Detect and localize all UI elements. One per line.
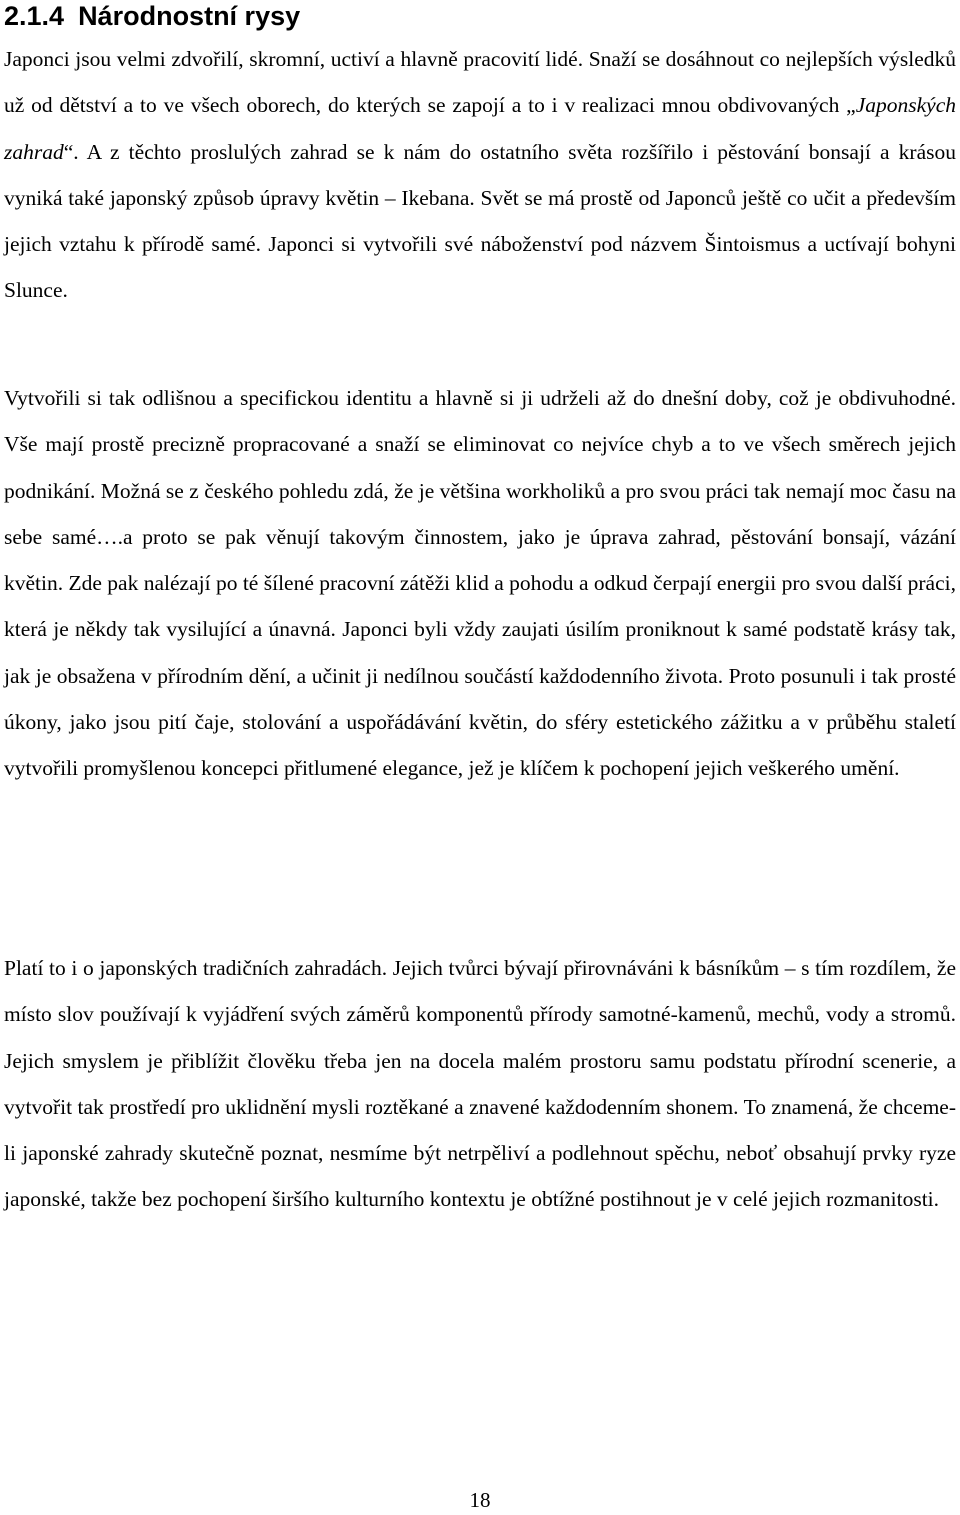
page-number: 18 [469,1488,491,1512]
section-title: Národnostní rysy [78,1,301,31]
paragraph-1-text-end: . A z těchto proslulých zahrad se k nám do ostatního světa rozšířilo i pěstování bonsají a krásou vyniká také japonský způsob úpravy květin – Ikebana. Svět se má prostě od Japonců ještě co učit a především jejich vztahu k přírodě samé. Japonci si vytvořili své náboženství pod názvem Šintoismus a uctívají bohyni Slunce. [4,139,956,303]
section-heading [4,0,300,32]
paragraph-1 [4,36,956,314]
paragraph-3: Platí to i o japonských tradičních zahradách. Jejich tvůrci bývají přirovnáváni k básníkům – s tím rozdílem, že místo slov používají k vyjádření svých záměrů komponentů přírody samotné-kamenů, mechů, vody a stromů. Jejich smyslem je přiblížit člověku třeba jen na docela malém prostoru samu podstatu přírodní scenerie, a vytvořit tak prostředí pro uklidnění mysli roztěkané a znavené každodenním shonem. To znamená, že chceme-li japonské zahrady skutečně poznat, nesmíme být netrpěliví a podlehnout spěchu, neboť obsahují prvky ryze japonské, takže bez pochopení širšího kulturního kontextu je obtížné postihnout je v celé jejich rozmanitosti. [4,956,956,1212]
paragraph-1-text-start: Japonci jsou velmi zdvořilí, skromní, uctiví a hlavně pracovití lidé. Snaží se dosáhnout co nejlepších výsledků už od dětství a to ve všech oborech, do kterých se zapojí a to i v realizaci mnou obdivovaných [4,47,956,118]
opening-quote: „ [846,93,856,118]
closing-quote: “ [63,139,74,164]
emphasis-japanese-gardens: Japonských zahrad [4,93,956,164]
paragraph-2: Vytvořili si tak odlišnou a specifickou identitu a hlavně si ji udrželi až do dnešní doby, což je obdivuhodné. Vše mají prostě precizně propracované a snaží se eliminovat co nejvíce chyb a to ve všech směrech jejich podnikání. Možná se z českého pohledu zdá, že je většina workholiků a pro svou práci tak nemají moc času na sebe samé….a proto se pak věnují takovým činnostem, jako je úprava zahrad, pěstování bonsají, vázání květin. Zde pak nalézají po té šílené pracovní zátěži klid a pohodu a odkud čerpají energii pro svou další práci, která je někdy tak vysilující a únavná. Japonci byli vždy zaujati úsilím proniknout k samé podstatě krásy tak, jak je obsažena v přírodním dění, a učinit ji nedílnou součástí každodenního života. Proto posunuli i tak prosté úkony, jako jsou pití čaje, stolování a uspořádávání květin, do sféry estetického zážitku a v průběhu staletí vytvořili promyšlenou koncepci přitlumené elegance, jež je klíčem k pochopení jejich veškerého umění. [4,386,956,781]
section-number: 2.1.4 [4,1,65,31]
